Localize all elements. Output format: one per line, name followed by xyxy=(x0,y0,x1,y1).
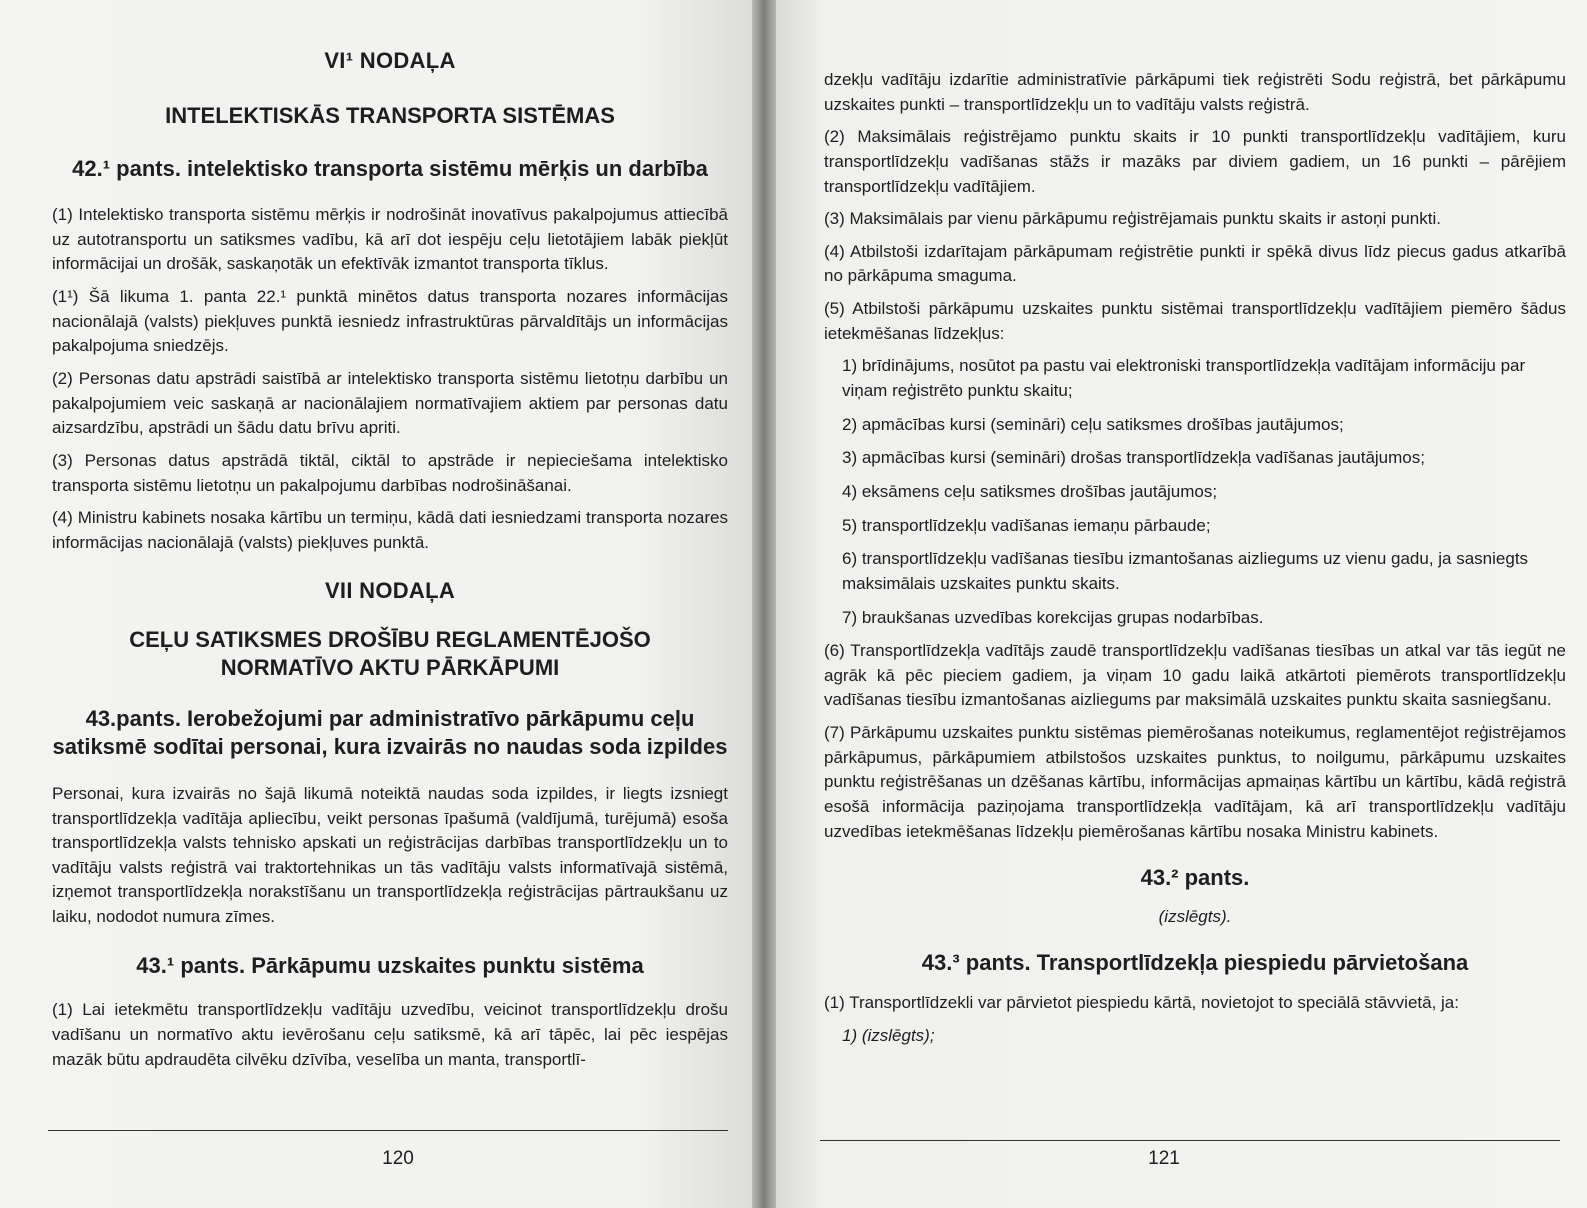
article-title: 43.³ pants. Transportlīdzekļa piespiedu pārvietošana xyxy=(921,949,1469,975)
list-item: 3) apmācības kursi (semināri) drošas transportlīdzekļa vadīšanas jautājumos; xyxy=(842,448,1425,468)
right-page-content xyxy=(824,68,1566,1058)
page-number: 120 xyxy=(382,1148,414,1169)
paragraph: (5) Atbilstoši pārkāpumu uzskaites punktu sistēmai transportlīdzekļu vadītājiem piemēro šādus ietekmēšanas līdzekļus: xyxy=(824,299,1566,343)
paragraph: (1) Lai ietekmētu transportlīdzekļu vadītāju uzvedību, veicinot transportlīdzekļu drošu vadīšanu un normatīvo aktu ievērošanu ceļu satiksmē, kā arī tāpēc, lai pēc iespējas mazāk būtu apdraudēta cilvēku dzīvība, veselība un manta, transportlī- xyxy=(52,1000,728,1069)
paragraph: (6) Transportlīdzekļa vadītājs zaudē transportlīdzekļu vadīšanas tiesības un atkal var tās iegūt ne agrāk kā pēc pieciem gadiem, ja viņam 10 gadu laikā atkārtoti piemērots transportlīdzekļu vadīšanas tiesību izmantošanas aizliegums par maksimālā uzskaites punktu skaita sasniegšanu. xyxy=(824,641,1566,710)
paragraph: Personai, kura izvairās no šajā likumā noteiktā naudas soda izpildes, ir liegts izsniegt transportlīdzekļa vadītāja apliecību, veikt personas īpašumā (valdījumā, turējumā) esoša transportlīdzekļa valsts tehnisko apskati un reģistrācijas darbības transportlīdzekļu un to vadītāju valsts reģistrā vai traktortehnikas un tās vadītāju valsts informatīvajā sistēmā, izņemot transportlīdzekļa norakstīšanu un transportlīdzekļa reģistrācijas pārtraukšanu uz laiku, nododot numura zīmes. xyxy=(52,783,728,927)
paragraph: (7) Pārkāpumu uzskaites punktu sistēmas piemērošanas noteikumus, reglamentējot reģistrējamos pārkāpumus, pārkāpumiem atbilstošos uzskaites punktus, to noilgumu, pārkāpumu uzskaites punktu reģistrēšanas un dzēšanas kārtību, informācijas apmaiņas kārtību un kārtību, kādā reģistrā esošā informācija paziņojama transportlīdzekļa vadītājam, kā arī transportlīdzekļu vadītāju uzvedības ietekmēšanas līdzekļu piemērošanas kārtību nosaka Ministru kabinets. xyxy=(824,723,1566,841)
list-item: 2) apmācības kursi (semināri) ceļu satiksmes drošības jautājumos; xyxy=(842,414,1344,434)
left-page xyxy=(0,0,752,1208)
paragraph: (1) Intelektisko transporta sistēmu mērķis ir nodrošināt inovatīvus pakalpojumus attiecībā uz autotransportu un satiksmes vadību, kā arī dot iespēju ceļu lietotājiem labāk piekļūt informācijai un drošāk, saskaņotāk un efektīvāk izmantot transporta tīklus. xyxy=(52,205,728,274)
article-title: 42.¹ pants. intelektisko transporta sistēmu mērķis un darbība xyxy=(72,155,708,181)
paragraph: (1¹) Šā likuma 1. panta 22.¹ punktā minētos datus transporta nozares informācijas nacionālajā (valsts) piekļuves punktā iesniedz infrastruktūras pārvaldītājs un informācijas pakalpojuma sniedzējs. xyxy=(52,287,728,356)
article-title: 43.² pants. xyxy=(1140,865,1250,891)
list-item: 7) braukšanas uzvedības korekcijas grupas nodarbības. xyxy=(842,607,1264,627)
paragraph: (2) Personas datu apstrādi saistībā ar intelektisko transporta sistēmu lietotņu darbību un pakalpojumiem veic saskaņā ar nacionālajiem normatīvajiem aktiem par personas datu aizsardzību, apstrādi un šādu datu brīvu apriti. xyxy=(52,369,728,438)
book-gutter xyxy=(752,0,776,1208)
footer-rule xyxy=(48,1130,728,1131)
list-item: 4) eksāmens ceļu satiksmes drošības jautājumos; xyxy=(842,481,1218,501)
chapter-heading: VII NODAĻA xyxy=(324,577,456,603)
paragraph: (4) Atbilstoši izdarītajam pārkāpumam reģistrētie punkti ir spēkā divus līdz piecus gadus atkarībā no pārkāpuma smaguma. xyxy=(824,241,1566,286)
list-item: 5) transportlīdzekļu vadīšanas iemaņu pārbaude; xyxy=(842,515,1211,535)
paragraph: (4) Ministru kabinets nosaka kārtību un termiņu, kādā dati iesniedzami transporta nozares informācijas nacionālajā (valsts) piekļuves punktā. xyxy=(52,508,728,552)
footer-rule xyxy=(820,1140,1560,1141)
chapter-heading: VI¹ NODAĻA xyxy=(324,48,456,73)
list-item: 1) brīdinājums, nosūtot pa pastu vai elektroniski transportlīdzekļa vadītājam informāciju par viņam reģistrēto punktu skaitu; xyxy=(842,356,1526,401)
page-number: 121 xyxy=(1148,1148,1180,1169)
paragraph: (3) Personas datus apstrādā tiktāl, ciktāl to apstrāde ir nepieciešama intelektisko transporta sistēmu lietotņu un pakalpojumu darbības nodrošināšanai. xyxy=(52,450,728,495)
paragraph: (2) Maksimālais reģistrējamo punktu skaits ir 10 punkti transportlīdzekļu vadītājiem, kuru transportlīdzekļu vadīšanas stāžs ir mazāks par diviem gadiem, un 16 punkti – pārējiem transportlīdzekļu vadītājiem. xyxy=(824,127,1566,196)
paragraph: dzekļu vadītāju izdarītie administratīvie pārkāpumi tiek reģistrēti Sodu reģistrā, bet pārkāpumu uzskaites punkti – transportlīdzekļu un to vadītāju valsts reģistrā. xyxy=(824,70,1566,114)
left-page-content xyxy=(52,48,728,1080)
paragraph: (3) Maksimālais par vienu pārkāpumu reģistrējamais punktu skaits ir astoņi punkti. xyxy=(824,209,1441,229)
chapter-title: CEĻU SATIKSMES DROŠĪBU REGLAMENTĒJOŠO NORMATĪVO AKTU PĀRKĀPUMI xyxy=(129,626,651,681)
excluded-note: (izslēgts). xyxy=(1158,906,1232,926)
paragraph: (1) Transportlīdzekli var pārvietot piespiedu kārtā, novietojot to speciālā stāvvietā, ja: xyxy=(824,993,1459,1013)
right-page xyxy=(776,0,1587,1208)
article-title: 43.pants. Ierobežojumi par administratīvo pārkāpumu ceļu satiksmē sodītai personai, kura izvairās no naudas soda izpildes xyxy=(52,705,728,760)
chapter-title: INTELEKTISKĀS TRANSPORTA SISTĒMAS xyxy=(165,103,615,128)
list-item: 6) transportlīdzekļu vadīšanas tiesību izmantošanas aizliegums uz vienu gadu, ja sasniegts maksimālais uzskaites punktu skaits. xyxy=(842,549,1529,593)
list-item: 1) (izslēgts); xyxy=(842,1026,935,1046)
article-title: 43.¹ pants. Pārkāpumu uzskaites punktu sistēma xyxy=(136,952,644,978)
